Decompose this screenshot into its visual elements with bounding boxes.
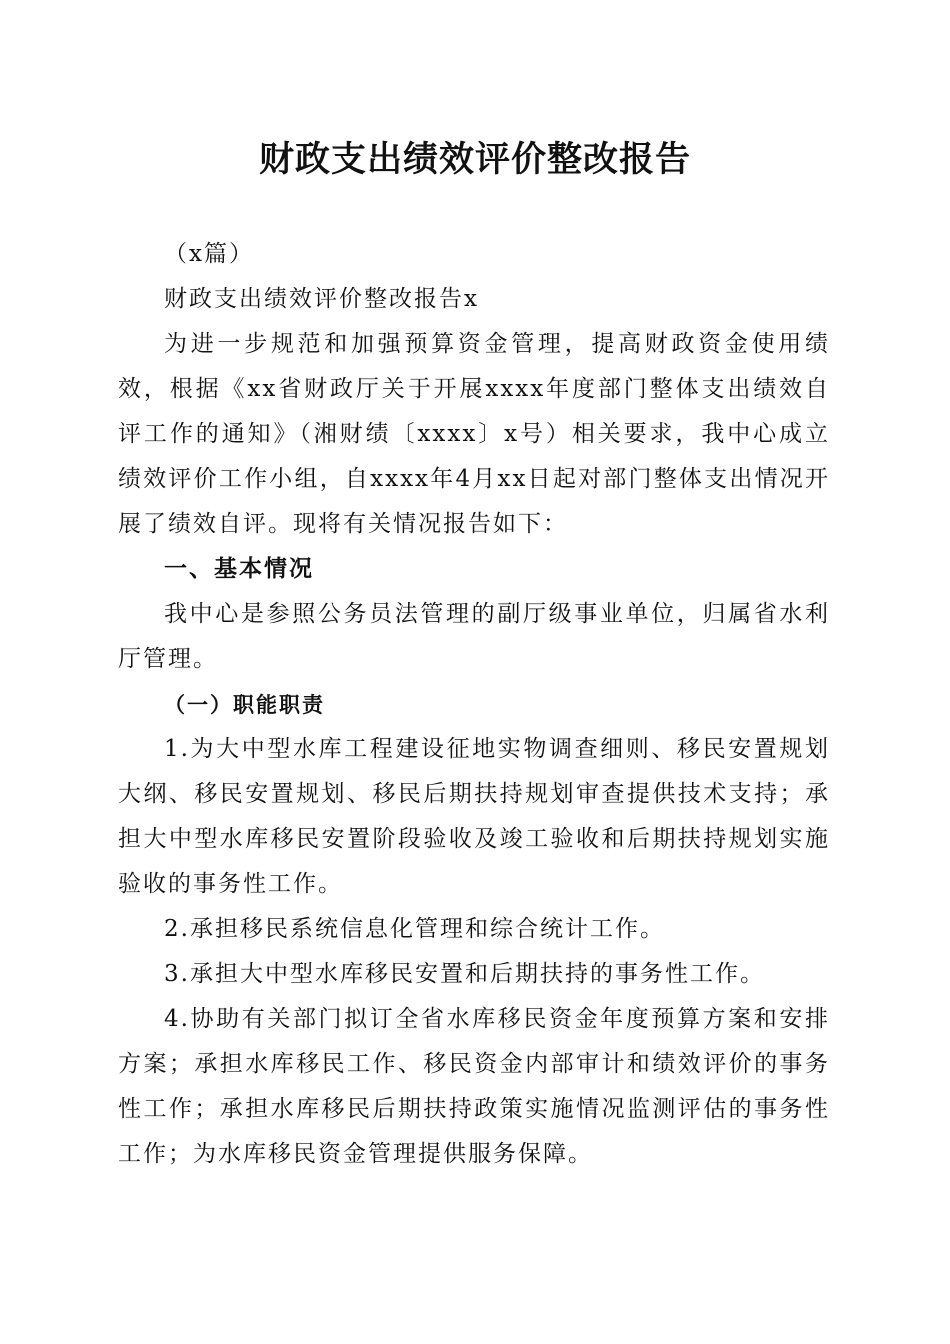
paragraph-duty-1: 1.为大中型水库工程建设征地实物调查细则、移民安置规划大纲、移民安置规划、移民后期扶持规划审查提供技术支持；承担大中型水库移民安置阶段验收及竣工验收和后期扶持规划实施验收的事务性工作。 (118, 736, 830, 897)
paragraph-basic-info: 我中心是参照公务员法管理的副厅级事业单位，归属省水利厅管理。 (118, 601, 830, 672)
paragraph-duty-2: 2.承担移民系统信息化管理和综合统计工作。 (164, 916, 665, 942)
paragraph-duty-4: 4.协助有关部门拟订全省水库移民资金年度预算方案和安排方案；承担水库移民工作、移民资金内部审计和绩效评价的事务性工作；承担水库移民后期扶持政策实施情况监测评估的事务性工作；为水库移民资金管理提供服务保障。 (118, 1006, 830, 1167)
paragraph-series-note: （x篇） (164, 241, 254, 267)
paragraph-intro: 为进一步规范和加强预算资金管理，提高财政资金使用绩效，根据《xx省财政厅关于开展xxxx年度部门整体支出绩效自评工作的通知》（湘财绩〔xxxx〕x号）相关要求，我中心成立绩效评价工作小组，自xxxx年4月xx日起对部门整体支出情况开展了绩效自评。现将有关情况报告如下： (118, 331, 830, 537)
document-title: 财政支出绩效评价整改报告 (258, 139, 691, 180)
subsection-heading-duties: （一）职能职责 (164, 692, 325, 717)
section-heading-basic-info: 一、基本情况 (164, 556, 314, 582)
document-body (118, 232, 830, 1177)
paragraph-duty-3: 3.承担大中型水库移民安置和后期扶持的事务性工作。 (164, 961, 765, 987)
paragraph-subtitle: 财政支出绩效评价整改报告x (164, 286, 479, 312)
